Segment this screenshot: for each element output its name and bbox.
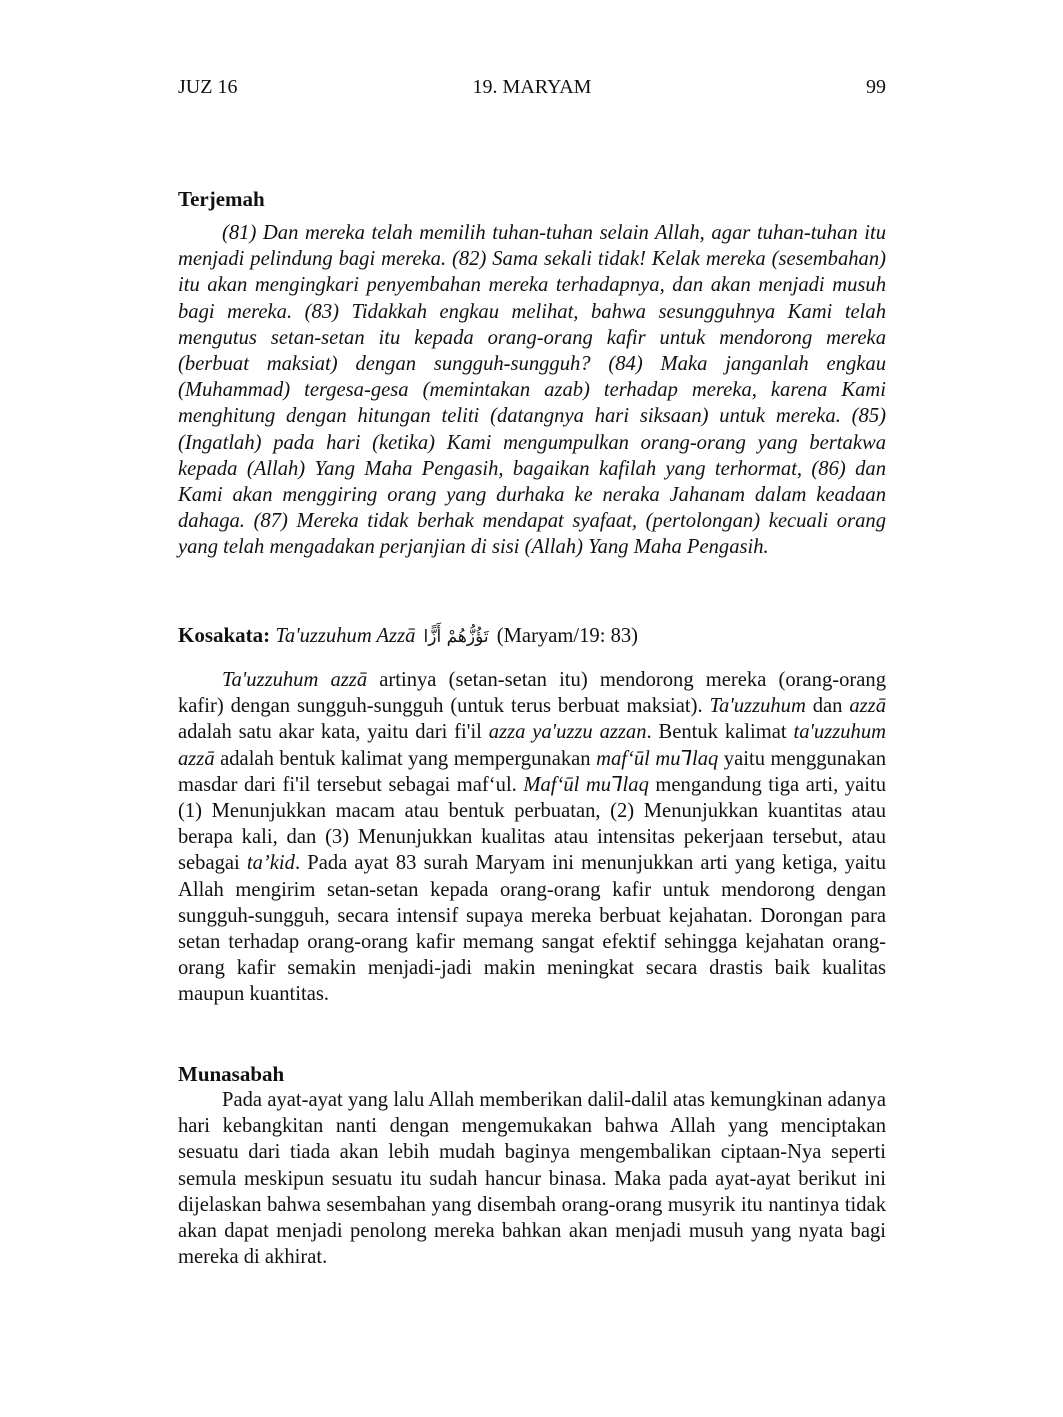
paragraph-run: . Bentuk kalimat: [646, 721, 794, 744]
italic-term: Ta'uzzuhum azzā: [222, 669, 368, 691]
page-number: 99: [866, 76, 886, 98]
terjemah-text: (81) Dan mereka telah memilih tuhan-tuhan selain Allah, agar tuhan-tuhan itu menjadi pelindung bagi mereka. (82) Sama sekali tidak! Kelak mereka (sesembahan) itu akan mengingkari penyembahan mereka terhadapnya, dan akan menjadi musuh bagi mereka. (83) Tidakkah engkau melihat, bahwa sesungguhnya Kami telah mengutus setan-setan itu kepada orang-orang kafir untuk mendorong mereka (berbuat maksiat) dengan sungguh-sungguh? (84) Maka janganlah engkau (Muhammad) tergesa-gesa (memintakan azab) terhadap mereka, karena Kami menghitung dengan hitungan teliti (datangnya hari siksaan) untuk mereka. (85) (Ingatlah) pada hari (ketika) Kami mengumpulkan orang-orang yang bertakwa kepada (Allah) Yang Maha Pengasih, bagaikan kafilah yang terhormat, (86) dan Kami akan menggiring orang yang durhaka ke neraka Jahanam dalam keadaan dahaga. (87) Mereka tidak berhak mendapat syafaat, (pertolongan) kecuali orang yang telah mengadakan perjanjian di sisi (Allah) Yang Maha Pengasih.: [178, 222, 886, 559]
munasabah-section: [178, 1061, 886, 1270]
italic-term: Ta'uzzuhum: [709, 695, 806, 718]
italic-term: azza ya'uzzu azzan: [488, 721, 647, 744]
paragraph-run: artinya (setan-setan itu) mendorong mereka (orang-orang kafir) dengan sungguh-sungguh (untuk terus berbuat maksiat).: [178, 669, 886, 718]
kosakata-label: Kosakata:: [178, 623, 271, 647]
juz-label: JUZ 16: [178, 76, 238, 98]
paragraph-run: adalah bentuk kalimat yang mempergunakan: [214, 747, 597, 770]
terjemah-section: [178, 186, 886, 561]
kosakata-paragraph: [178, 667, 886, 1008]
italic-term: ta'uzzuhum azzā: [178, 721, 886, 770]
kosakata-heading-line: [178, 622, 886, 650]
paragraph-run: mengandung tiga arti, yaitu (1) Menunjukkan macam atau bentuk perbuatan, (2) Menunjukkan kuantitas atau berapa kali, dan (3) Menunjukkan kualitas atau intensitas pekerjaan tersebut, atau sebagai: [178, 773, 886, 875]
surah-title: 19. MARYAM: [472, 76, 592, 98]
italic-term: maf‘ūl mu⅂laq: [596, 747, 719, 770]
kosakata-arabic: تَؤُزُّهُمْ أَزًّا: [423, 627, 489, 647]
italic-term: Maf‘ūl mu⅂laq: [523, 773, 649, 796]
italic-term: ta’kid: [246, 852, 295, 875]
paragraph-run: yaitu menggunakan masdar dari fi'il tersebut sebagai maf‘ul.: [178, 747, 887, 796]
paragraph-run: dan: [805, 695, 850, 718]
kosakata-term: Ta'uzzuhum Azzā: [275, 625, 416, 647]
paragraph-run: adalah satu akar kata, yaitu dari fi'il: [178, 721, 489, 744]
paragraph-run: . Pada ayat 83 surah Maryam ini menunjukkan arti yang ketiga, yaitu Allah mengirim setan-setan kepada orang-orang kafir untuk mendorong dengan sungguh-sungguh, secara intensif supaya mereka berbuat kejahatan. Dorongan para setan terhadap orang-orang kafir memang sangat efektif sehingga kejahatan orang-orang kafir semakin menjadi-jadi makin meningkat secara drastis baik kualitas maupun kuantitas.: [178, 852, 886, 1006]
kosakata-section: [178, 622, 886, 1008]
running-header: [178, 74, 886, 100]
munasabah-heading: Munasabah: [178, 1062, 285, 1086]
munasabah-text: Pada ayat-ayat yang lalu Allah memberikan dalil-dalil atas kemungkinan adanya hari kebangkitan nanti dengan mengemukakan bahwa Allah yang menciptakan sesuatu dari tiada akan lebih mudah baginya mengembalikan ciptaan-Nya seperti semula meskipun sesuatu itu sudah hancur binasa. Maka pada ayat-ayat berikut ini dijelaskan bahwa sesembahan yang disembah orang-orang musyrik itu nantinya tidak akan dapat menjadi penolong mereka bahkan akan menjadi musuh yang nyata bagi mereka di akhirat.: [178, 1089, 886, 1269]
italic-term: azzā: [849, 695, 886, 718]
terjemah-heading: Terjemah: [178, 187, 265, 211]
kosakata-reference: (Maryam/19: 83): [496, 625, 639, 647]
